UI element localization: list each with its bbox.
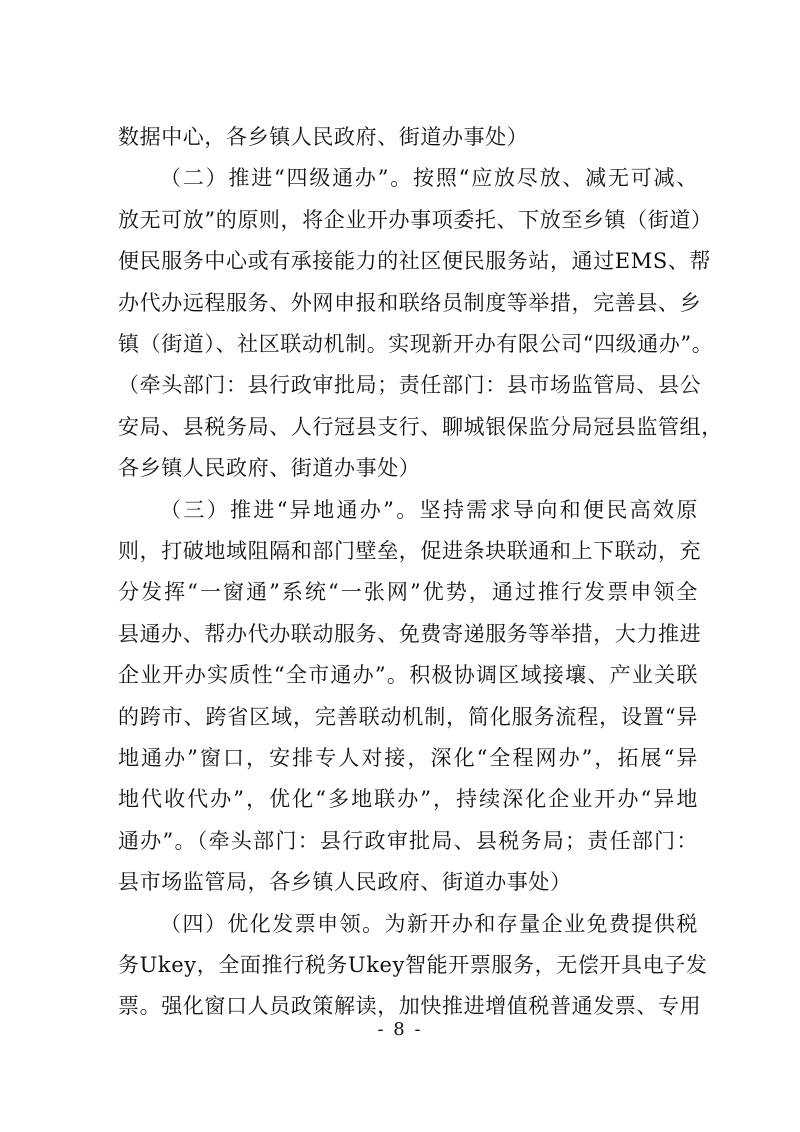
text-line-2: （二）推进“四级通办”。按照“应放尽放、减无可减、 — [160, 166, 698, 190]
text-line-8: 安局、县税务局、人行冠县支行、聊城银保监分局冠县监管组， — [118, 415, 723, 439]
text-line-5: 办代办远程服务、外网申报和联络员制度等举措，完善县、乡 — [118, 291, 702, 315]
text-line-7: （牵头部门：县行政审批局；责任部门：县市场监管局、县公 — [118, 373, 702, 397]
text-line-13: 县通办、帮办代办联动服务、免费寄递服务等举措，大力推进 — [118, 622, 702, 646]
text-line-14: 企业开办实质性“全市通办”。积极协调区域接壤、产业关联 — [118, 663, 698, 687]
text-line-19: 县市场监管局，各乡镇人民政府、街道办事处） — [118, 870, 572, 894]
text-line-21: 务Ukey，全面推行税务Ukey智能开票服务，无偿开具电子发 — [118, 953, 708, 977]
text-line-9: 各乡镇人民政府、街道办事处） — [118, 456, 421, 480]
text-line-11: 则，打破地域阻隔和部门壁垒，促进条块联通和上下联动，充 — [118, 539, 702, 563]
text-line-17: 地代收代办”，优化“多地联办”，持续深化企业开办“异地 — [118, 787, 698, 811]
text-line-15: 的跨市、跨省区域，完善联动机制，简化服务流程，设置“异 — [118, 705, 698, 729]
text-line-22: 票。强化窗口人员政策解读，加快推进增值税普通发票、专用 — [118, 994, 702, 1018]
text-line-3: 放无可放”的原则，将企业开办事项委托、下放至乡镇（街道） — [118, 208, 713, 232]
text-line-4: 便民服务中心或有承接能力的社区便民服务站，通过EMS、帮 — [118, 249, 712, 273]
text-line-16: 地通办”窗口，安排专人对接，深化“全程网办”，拓展“异 — [118, 746, 698, 770]
text-line-20: （四）优化发票申领。为新开办和存量企业免费提供税 — [160, 912, 698, 936]
text-line-1: 数据中心，各乡镇人民政府、街道办事处） — [118, 125, 529, 149]
text-line-18: 通办”。（牵头部门：县行政审批局、县税务局；责任部门： — [118, 829, 698, 853]
text-line-6: 镇（街道）、社区联动机制。实现新开办有限公司“四级通办”。 — [118, 332, 714, 356]
page-number: - 8 - — [377, 1019, 423, 1040]
text-line-12: 分发挥“一窗通”系统“一张网”优势，通过推行发票申领全 — [118, 580, 698, 604]
text-line-10: （三）推进“异地通办”。坚持需求导向和便民高效原 — [160, 498, 698, 522]
